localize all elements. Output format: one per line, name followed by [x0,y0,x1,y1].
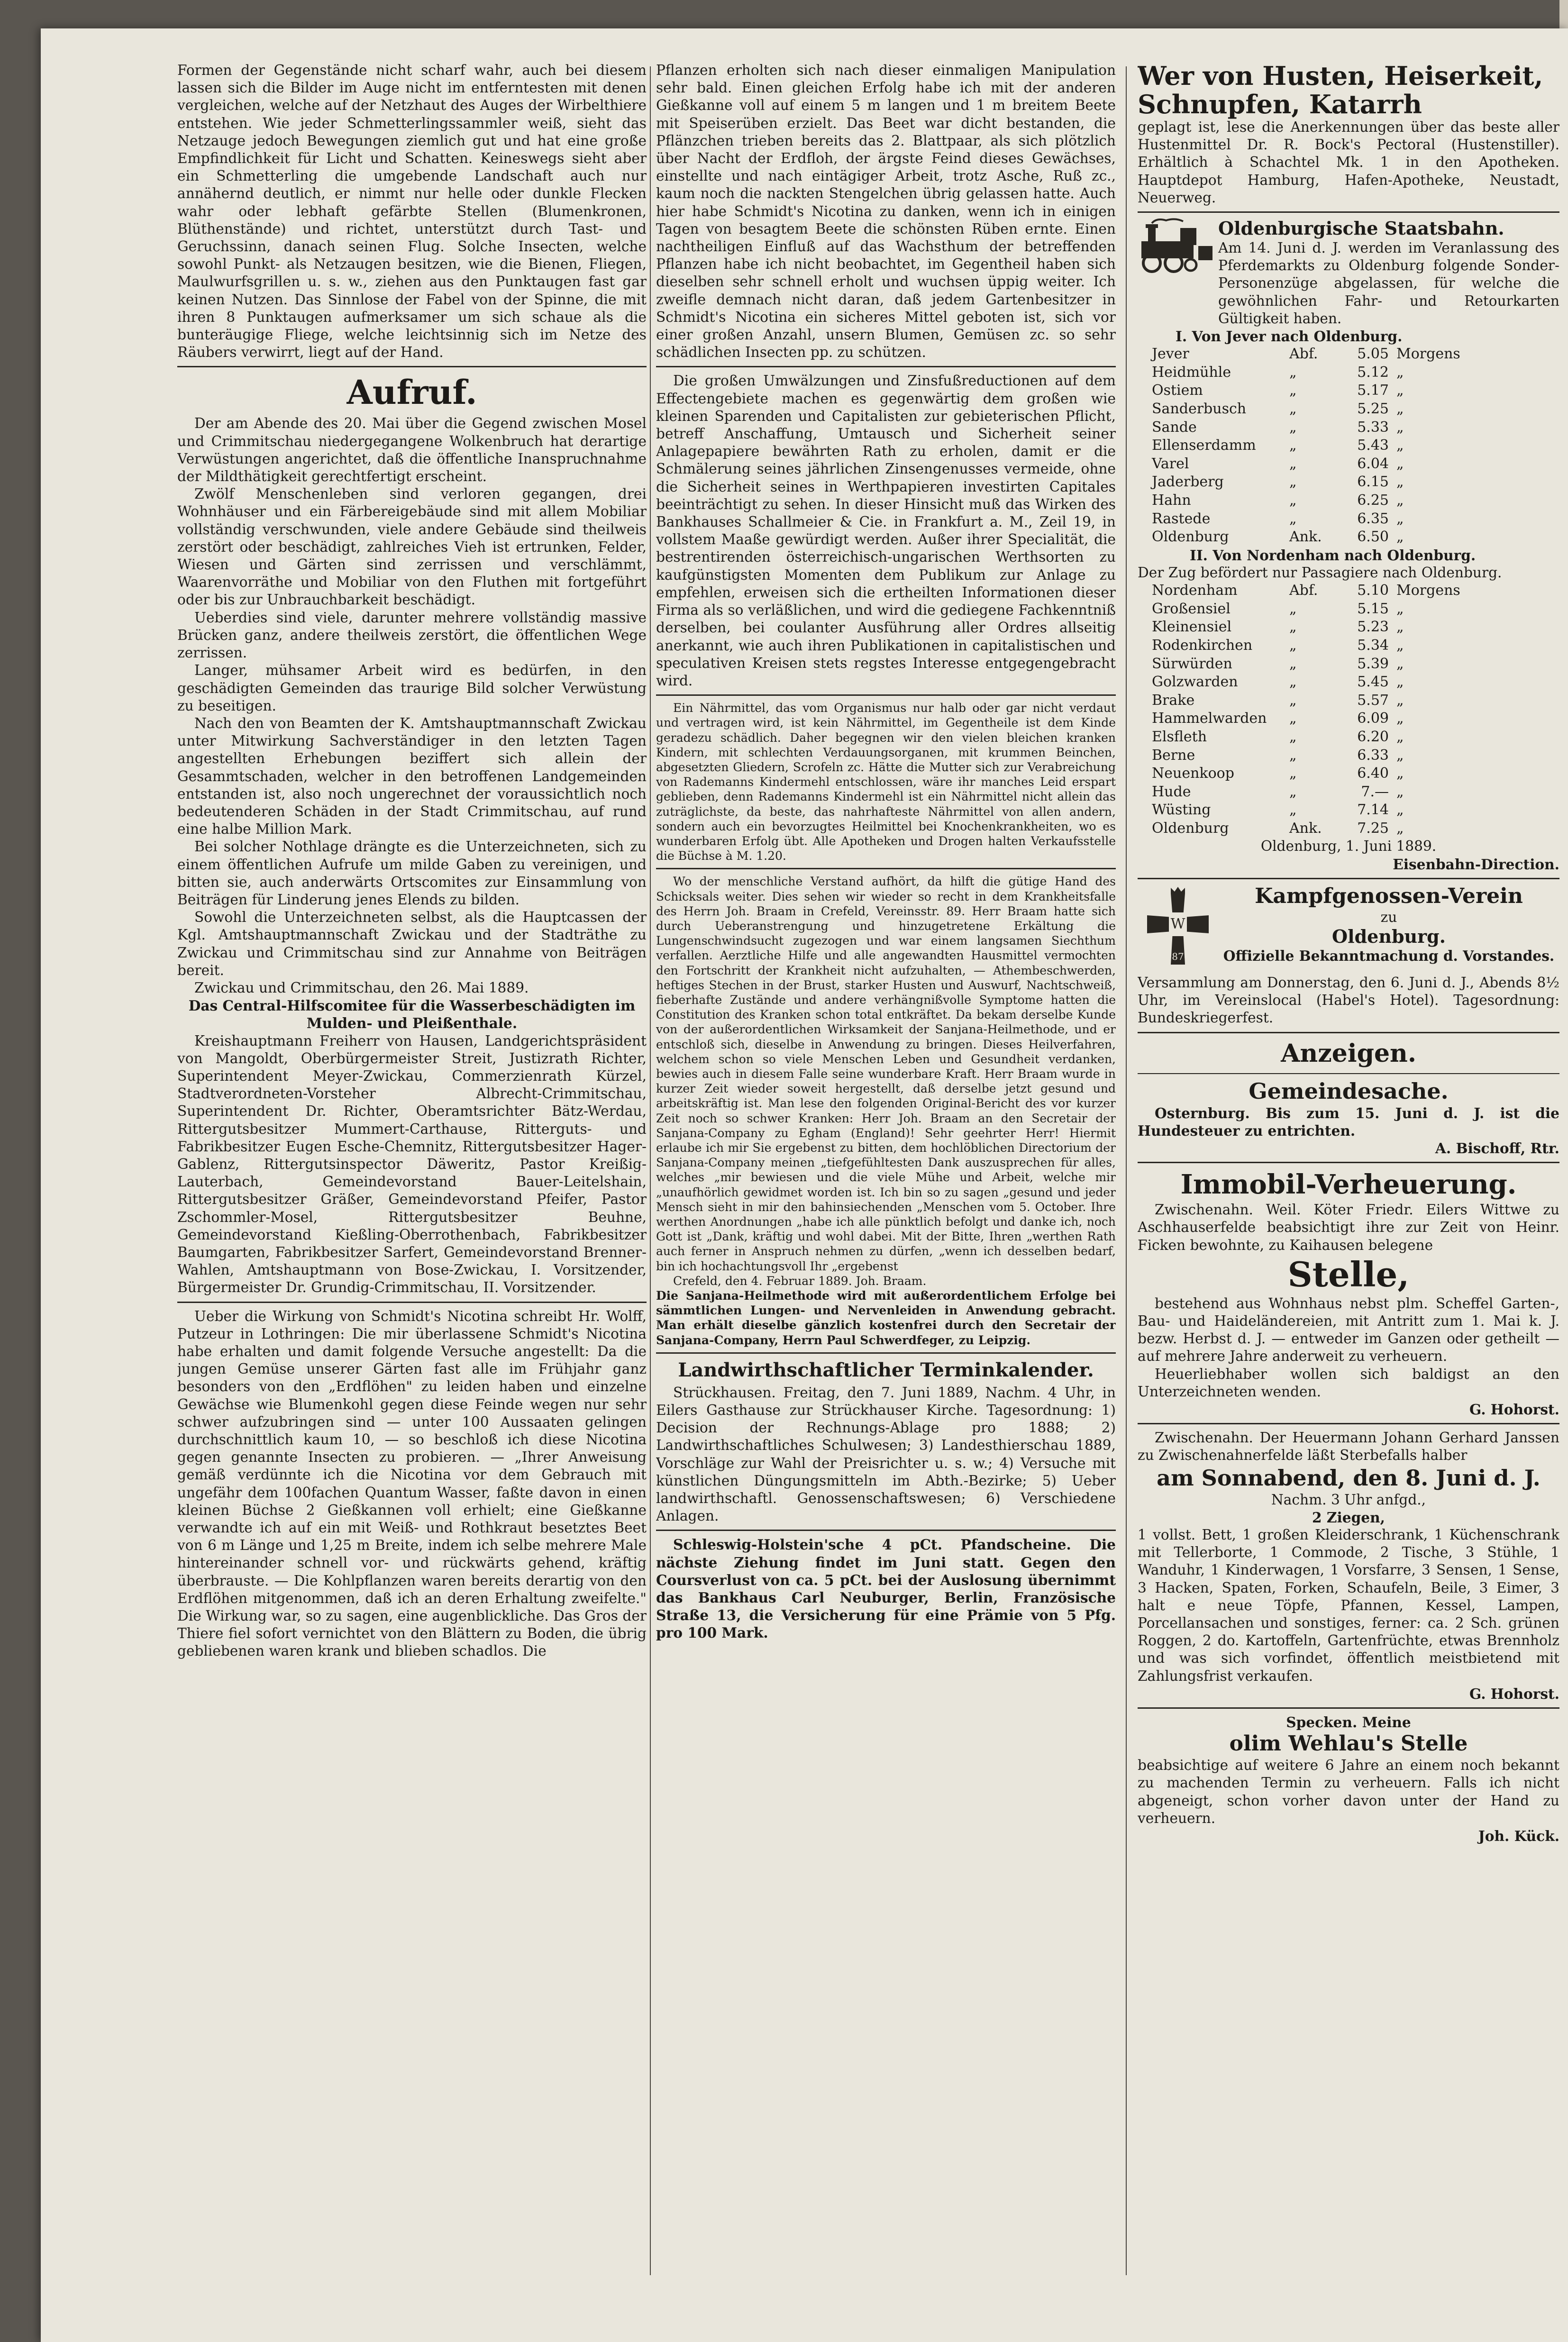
timetable-note: „ [1396,765,1404,782]
iron-cross-icon [1138,884,1218,974]
timetable-station: Elsfleth [1152,728,1207,745]
timetable-kind: Ank. [1289,529,1322,546]
specken-text: Specken. Meine [1286,1713,1411,1731]
timetable-time: 5.39 [1357,655,1389,672]
timetable-row [1138,437,1559,455]
pfandscheine-ad: Schleswig-Holstein'sche 4 pCt. Pfandscheine. Die nächste Ziehung findet im Juni statt. Gegen den Coursverlust von ca. 5 pCt. bei der Auslosung übernimmt das Bankhaus Carl Neuburger, Berlin, Französische Straße 13, die Versicherung für eine Prämie von 5 Pfg. pro 100 Mark. [656,1536,1116,1641]
gemeindesache-signature: A. Bischoff, Rtr. [1435,1139,1559,1157]
timetable-row [1138,364,1559,382]
kampfgenossen-title: Kampfgenossen-Verein [1255,884,1523,908]
timetable-note: „ [1396,419,1404,436]
timetable-note: „ [1396,802,1404,819]
timetable-note: Morgens [1396,346,1460,363]
timetable-row [1138,345,1559,364]
divider [1138,878,1559,879]
timetable-kind: „ [1289,455,1297,472]
timetable-row [1138,618,1559,637]
timetable-time: 6.04 [1357,455,1389,472]
aufruf-heading: Aufruf. [346,373,477,412]
timetable-row [1138,710,1559,728]
timetable-kind: „ [1289,747,1297,764]
timetable-station: Rastede [1152,510,1211,527]
timetable-station: Hude [1152,783,1191,800]
timetable-station: Jaderberg [1152,474,1224,491]
timetable-time: 5.10 [1357,582,1389,599]
timetable-note: „ [1396,510,1404,527]
timetable-note: „ [1396,492,1404,509]
timetable-station: Großensiel [1152,600,1231,617]
timetable-time: 6.35 [1357,510,1389,527]
timetable-kind: „ [1289,765,1297,782]
timetable-station: Berne [1152,747,1195,764]
bank-article: Die großen Umwälzungen und Zinsfußreductionen auf dem Effectengebiete machen es gegenwärtig dem großen wie kleinen Sparenden und Capitalisten zur gebieterischen Pflicht, betreff Anschaffung, Umtausch und Sicherheit seiner Anlagepapiere bewährten Rath zu erholen, damit er die Schmälerung seines jährlichen Zinsengenusses vermeide, ohne die Sicherheit seines in Werthpapieren investirten Capitales beeinträchtigt zu sehen. In dieser Hinsicht muß das Wirken des Bankhauses Schallmeier & Cie. in Frankfurt a. M., Zeil 19, in vollstem Maaße gewürdigt werden. Außer ihrer Specialität, die bestrentirenden österreichisch-ungarischen Werthsorten zu kaufgünstigsten Momenten dem Publikum zur Anlage zu empfehlen, erweisen sich die ertheilten Informationen dieser Firma als so verläßlichen, und wird die gediegene Fachkenntniß derselben, bei coulanter Ausführung aller Ordres allseitig anerkannt, wie auch ihren Publikationen in capitalistischen und speculativen Kreisen stets regstes Interesse entgegengebracht wird. [656,373,1116,689]
specken-signature: Joh. Kück. [1478,1828,1559,1844]
staatsbahn-date: Oldenburg, 1. Juni 1889. [1260,838,1437,855]
kampfgenossen-ad [1138,884,1559,974]
timetable-row [1138,582,1559,600]
timetable-note: „ [1396,437,1404,454]
timetable-note: „ [1396,637,1404,654]
locomotive-icon [1138,218,1213,274]
timetable-row [1138,655,1559,674]
timetable-station: Brake [1152,692,1195,709]
column-3 [1138,62,1559,1845]
kampfgenossen-zu: zu [1380,909,1397,925]
timetable-note: „ [1396,382,1404,399]
timetable-time: 6.25 [1357,492,1389,509]
timetable-kind: „ [1289,437,1297,454]
immobil-signature: G. Hohorst. [1469,1401,1559,1418]
route-1-table [1138,345,1559,547]
divider [1138,1707,1559,1709]
staatsbahn-signature: Eisenbahn-Direction. [1393,856,1559,873]
aufruf-paragraph: Langer, mühsamer Arbeit wird es bedürfen, in den geschädigten Gemeinden das traurige Bild solcher Verwüstung zu beseitigen. [177,662,647,714]
timetable-station: Heidmühle [1152,364,1231,381]
timetable-time: 5.33 [1357,419,1389,436]
timetable-kind: „ [1289,419,1297,436]
timetable-kind: „ [1289,655,1297,672]
timetable-row [1138,473,1559,492]
sanjana-signature: Crefeld, den 4. Februar 1889. Joh. Braam. [673,1274,927,1288]
nicotina-report-continued: Pflanzen erholten sich nach dieser einmaligen Manipulation sehr bald. Einen gleichen Erfolg habe ich mit der anderen Gießkanne voll auf einem 5 m langen und 1 m breitem Beete mit Speiserüben erzielt. Das Beet war dicht bestanden, die Pflänzchen trieben bereits das 2. Blattpaar, als sich plötzlich über Nacht der Erdfloh, der ärgste Feind dieses Gewächses, einstellte und nach eintägiger Arbeit, trotz Asche, Ruß zc., kaum noch die nackten Stengelchen übrig gelassen hatte. Auch hier habe Schmidt's Nicotina zu danken, wenn ich in einigen Tagen von besagtem Beete die schönsten Rüben ernte. Einen nachtheiligen Einfluß auf das Wachsthum der betreffenden Pflanzen habe ich nicht beobachtet, im Gegentheil haben sich dieselben sehr schnell erholt und wuchsen üppig weiter. Ich zweifle demnach nicht daran, daß jedem Gartenbesitzer in Schmidt's Nicotina ein sicheres Mittel geboten ist, sich vor einer großen Anzahl, unsern Blumen, Gemüsen zc. so sehr schädlichen Insecten pp. zu schützen. [656,62,1116,361]
timetable-station: Ellenserdamm [1152,437,1256,454]
specken-title: olim Wehlau's Stelle [1229,1731,1468,1756]
anzeigen-heading: Anzeigen. [1281,1039,1416,1068]
timetable-note: „ [1396,820,1404,837]
timetable-station: Sande [1152,419,1197,436]
divider [1138,211,1559,213]
kampfgenossen-text: Versammlung am Donnerstag, den 6. Juni d. J., Abends 8½ Uhr, im Vereinslocal (Habel's Hotel). Tagesordnung: Bundeskriegerfest. [1138,974,1559,1026]
specken-details: beabsichtige auf weitere 6 Jahre an einem noch bekannt zu machenden Termin zu verheuern. Falls ich nicht abgeneigt, schon vorher davon unter der Hand zu verheuern. [1138,1757,1559,1826]
timetable-time: 6.50 [1357,529,1389,546]
timetable-time: 5.25 [1357,401,1389,418]
timetable-note: „ [1396,600,1404,617]
column-1 [177,62,647,1660]
timetable-time: 7.25 [1357,820,1389,837]
timetable-station: Nordenham [1152,582,1238,599]
staatsbahn-intro: Am 14. Juni d. J. werden im Veranlassung des Pferdemarkts zu Oldenburg folgende Sonder-Personenzüge abgelassen, für welche die gewöhnlichen Fahr- und Retourkarten Gültigkeit haben. [1218,240,1559,327]
timetable-kind: „ [1289,619,1297,636]
timetable-row [1138,419,1559,437]
timetable-note: „ [1396,364,1404,381]
timetable-time: 7.— [1361,783,1389,800]
husten-text: geplagt ist, lese die Anerkennungen über das beste aller Hustenmittel Dr. R. Bock's Pectoral (Hustenstiller). Erhältlich à Schachtel Mk. 1 in den Apotheken. Hauptdepot Hamburg, Hafen-Apotheke, Neustadt, Neuerweg. [1138,119,1559,206]
auktion-time: Nachm. 3 Uhr anfgd., [1271,1491,1426,1508]
divider [656,1352,1116,1354]
committee-signers: Kreishauptmann Freiherr von Hausen, Landgerichtspräsident von Mangoldt, Oberbürgermeister Streit, Justizrath Richter, Superintendent Meyer-Zwickau, Commerzienrath Kürzel, Stadtverordneten-Vorsteher Albrecht-Crimmitschau, Superintendent Dr. Richter, Oberamtsrichter Bätz-Werdau, Rittergutsbesitzer Mummert-Carthause, Ritterguts- und Fabrikbesitzer Eugen Esche-Chemnitz, Rittergutsbesitzer Hager-Gablenz, Rittergutsinspector Däweritz, Pastor Kreißig-Lauterbach, Gemeindevorstand Bauer-Leitelshain, Rittergutsbesitzer Gräßer, Gemeindevorstand Pfeifer, Pastor Zschommler-Mosel, Rittergutsbesitzer Beuhne, Gemeindevorstand Kießling-Oberrothenbach, Fabrikbesitzer Baumgarten, Fabrikbesitzer Sarfert, Gemeindevorstand Brenner-Wahlen, Amtshauptmann von Bose-Zwickau, I. Vorsitzender, Bürgermeister Dr. Grundig-Crimmitschau, II. Vorsitzender. [177,1032,647,1296]
aufruf-paragraph: Sowohl die Unterzeichneten selbst, als die Hauptcassen der Kgl. Amtshauptmannschaft Zwickau und der Stadträthe zu Zwickau und Crimmitschau sind zur Annahme von Beiträgen bereit. [177,909,647,978]
column-rule-2 [1126,66,1127,2275]
timetable-station: Wüsting [1152,802,1211,819]
timetable-row [1138,765,1559,783]
timetable-row [1138,820,1559,838]
gemeindesache-text: Osternburg. Bis zum 15. Juni d. J. ist die Hundesteuer zu entrichten. [1138,1104,1559,1139]
timetable-station: Kleinensiel [1152,619,1232,636]
timetable-kind: „ [1289,728,1297,745]
terminkalender-heading: Landwirthschaftlicher Terminkalender. [678,1358,1094,1381]
timetable-kind: „ [1289,492,1297,509]
terminkalender-text: Strückhausen. Freitag, den 7. Juni 1889, Nachm. 4 Uhr, in Eilers Gasthause zur Strückhauser Kirche. Tagesordnung: 1) Decision der Rechnungs-Ablage pro 1888; 2) Landwirthschaftliches Schulwesen; 3) Landesthierschau 1889, Vorschläge zur Wahl der Preisrichter u. s. w.; 4) Versuche mit künstlichen Düngungsmitteln im Abth.-Bezirke; 5) Ueber landwirthschaftl. Genossenschaftswesen; 6) Verschiedene Anlagen. [656,1384,1116,1524]
auktion-text: Zwischenahn. Der Heuermann Johann Gerhard Janssen zu Zwischenahnerfelde läßt Sterbefalls halber [1138,1430,1559,1464]
auktion-list: 1 vollst. Bett, 1 großen Kleiderschrank, 1 Küchenschrank mit Tellerborte, 1 Commode, 2 Tische, 3 Stühle, 1 Wanduhr, 1 Kinderwagen, 1 Vorsfarre, 3 Sensen, 1 Sense, 3 Hacken, Spaten, Forken, Schaufeln, Beile, 3 Eimer, 3 halt e neue Töpfe, Pfannen, Kessel, Lampen, Porcellansachen und sonstiges, ferner: ca. 2 Sch. grünen Roggen, 2 do. Kartoffeln, Gartenfrüchte, etwas Brennholz und was sich vorfindet, öffentlich meistbietend mit Zahlungsfrist verkaufen. [1138,1526,1559,1684]
timetable-time: 5.12 [1357,364,1389,381]
husten-headline: Wer von Husten, Heiserkeit, Schnupfen, Katarrh [1138,62,1543,119]
divider [1138,1162,1559,1163]
kindermehl-ad: Ein Nährmittel, das vom Organismus nur halb oder gar nicht verdaut und vertragen wird, ist kein Nährmittel, im Gegentheile ist dem Kinde geradezu schädlich. Daher begegnen wir den vielen bleichen kranken Kindern, mit schlechten Verdauungsorganen, mit krummen Beinchen, abgesetzten Gliedern, Scrofeln zc. Hätte die Mutter sich zur Verabreichung von Rademanns Kindermehl entschlossen, wäre ihr manches Leid erspart geblieben, denn Rademanns Kindermehl ist ein Nährmittel nicht allein das zuträglichste, da beste, das nahrhafteste Nährmittel von allen andern, sondern auch ein bevorzugtes Heilmittel bei Knochenkrankheiten, wo es wunderbaren Erfolg übt. Alle Apotheken und Drogen halten Verkaufsstelle die Büchse à M. 1.20. [656,701,1116,863]
auktion-signature: G. Hohorst. [1469,1685,1559,1702]
divider [656,694,1116,696]
timetable-row [1138,528,1559,547]
timetable-station: Varel [1152,455,1189,472]
timetable-kind: „ [1289,710,1297,727]
timetable-station: Sürwürden [1152,655,1232,672]
timetable-station: Jever [1152,346,1189,363]
timetable-row [1138,728,1559,747]
timetable-kind: „ [1289,510,1297,527]
sanjana-note: Die Sanjana-Heilmethode wird mit außerordentlichem Erfolge bei sämmtlichen Lungen- und Nervenleiden in Anwendung gebracht. Man erhält dieselbe gänzlich kostenfrei durch den Secretair der Sanjana-Company, Herrn Paul Schwerdfeger, zu Leipzig. [656,1289,1116,1347]
timetable-row [1138,600,1559,619]
timetable-time: 6.40 [1357,765,1389,782]
staatsbahn-title: Oldenburgische Staatsbahn. [1218,218,1504,239]
timetable-row [1138,510,1559,529]
timetable-row [1138,382,1559,400]
immobil-details: bestehend aus Wohnhaus nebst plm. Scheffel Garten-, Bau- und Haideländereien, mit Antritt zum 1. Mai k. J. bezw. Herbst d. J. — entweder im Ganzen oder getheilt — auf mehrere Jahre anderweit zu verheuern. [1138,1295,1559,1365]
immobil-contact: Heuerliebhaber wollen sich baldigst an den Unterzeichneten wenden. [1138,1366,1559,1400]
timetable-kind: Abf. [1289,582,1318,599]
timetable-station: Oldenburg [1152,529,1229,546]
timetable-kind: „ [1289,674,1297,691]
timetable-row [1138,637,1559,655]
timetable-kind: „ [1289,474,1297,491]
timetable-time: 5.57 [1357,692,1389,709]
timetable-kind: „ [1289,783,1297,800]
divider [177,1302,647,1303]
route-2-table [1138,582,1559,838]
route-2-note: Der Zug befördert nur Passagiere nach Oldenburg. [1138,564,1502,581]
timetable-time: 5.43 [1357,437,1389,454]
route-2-title: II. Von Nordenham nach Oldenburg. [1190,547,1476,564]
column-2 [656,62,1116,1642]
aufruf-paragraph: Der am Abende des 20. Mai über die Gegend zwischen Mosel und Crimmitschau niedergegangene Wolkenbruch hat derartige Verwüstungen angerichtet, daß die öffentliche Inanspruchnahme der Mildthätigkeit gerechtfertigt erscheint. [177,415,647,485]
timetable-time: 5.17 [1357,382,1389,399]
timetable-row [1138,492,1559,510]
timetable-time: 5.34 [1357,637,1389,654]
immobil-title: Immobil-Verheuerung. [1180,1169,1517,1201]
timetable-station: Hammelwarden [1152,710,1267,727]
timetable-kind: „ [1289,382,1297,399]
timetable-kind: Ank. [1289,820,1322,837]
immobil-stelle: Stelle, [1287,1254,1410,1294]
timetable-note: „ [1396,728,1404,745]
aufruf-paragraph: Ueberdies sind viele, darunter mehrere vollständig massive Brücken ganz, andere theilweis zerstört, die öffentlichen Wege zerrissen. [177,609,647,661]
article-insect-eyes: Formen der Gegenstände nicht scharf wahr, auch bei diesem lassen sich die Bilder im Auge nicht im entferntesten mit denen vergleichen, welche auf der Netzhaut des Auges der Wirbelthiere entstehen. Wie jeder Schmetterlingssammler weiß, sieht das Netzauge jedoch Bewegungen ziemlich gut und hat eine große Empfindlichkeit für Licht und Schatten. Keineswegs sieht aber ein Schmetterling die umgebende Landschaft auch nur annähernd deutlich, er nimmt nur helle oder dunkle Flecken wahr oder lebhaft gefärbte Stellen (Blumenkronen, Blüthenstände) und richtet, unterstützt durch Tast- und Geruchssinn, danach seinen Flug. Solche Insecten, welche sowohl Punkt- als Netzaugen besitzen, wie die Bienen, Fliegen, Maulwurfsgrillen u. s. w., ziehen aus den Punktaugen fast gar keinen Nutzen. Das Sinnlose der Fabel von der Spinne, die mit ihren 8 Punktaugen aufmerksamer um sich schaue als die bunteräugige Fliege, welche leichtsinnig sich im Netze des Räubers verwirrt, liegt auf der Hand. [177,62,647,361]
divider [656,366,1116,367]
timetable-note: „ [1396,747,1404,764]
column-rule-1 [650,66,651,2275]
timetable-row [1138,455,1559,474]
timetable-note: „ [1396,783,1404,800]
timetable-note: Morgens [1396,582,1460,599]
divider [656,868,1116,869]
timetable-time: 6.20 [1357,728,1389,745]
timetable-row [1138,692,1559,710]
dateline: Zwickau und Crimmitschau, den 26. Mai 1889. [194,979,529,996]
aufruf-paragraph: Zwölf Menschenleben sind verloren gegangen, drei Wohnhäuser und ein Färbereigebäude sind mit allem Mobiliar vollständig verschwunden, viele andere Gebäude sind theilweis zerstört oder beschädigt, zahlreiches Vieh ist ertrunken, Felder, Wiesen und Gärten sind zerrissen und verschlämmt, Waarenvorräthe und Mobiliar von den Fluthen mit fortgeführt oder bis zur Unbrauchbarkeit beschädigt. [177,486,647,608]
timetable-note: „ [1396,692,1404,709]
timetable-row [1138,801,1559,820]
timetable-note: „ [1396,619,1404,636]
timetable-row [1138,783,1559,802]
timetable-time: 6.15 [1357,474,1389,491]
timetable-kind: „ [1289,692,1297,709]
auktion-ziegen: 2 Ziegen, [1312,1509,1385,1526]
divider [177,366,647,367]
aufruf-paragraph: Bei solcher Nothlage drängte es die Unterzeichneten, sich zu einem öffentlichen Aufrufe um milde Gaben zu vereinigen, und bitten sie, auch anderwärts Ortscomites zur Einsammlung von Beiträgen für Linderung jenes Elends zu bilden. [177,838,647,908]
sanjana-ad: Wo der menschliche Verstand aufhört, da hilft die gütige Hand des Schicksals weiter. Dies sehen wir wieder so recht in dem Krankheitsfalle des Herrn Joh. Braam in Crefeld, Vereinsstr. 89. Herr Braam hatte sich durch Ueberanstrengung und hinzugetretene Erkältung die Lungenschwindsucht zugezogen und war einem langsamen Siechthum verfallen. Aerztliche Hilfe und alle angewandten Hausmittel vermochten den Fortschritt der Krankheit nicht aufzuhalten, — Athembeschwerden, heftiges Stechen in der Brust, starker Husten und Auswurf, Nachtschweiß, fieberhafte Zustände und andere verhängnißvolle Symptome hatten die Constitution des Kranken schon total entkräftet. Da bekam derselbe Kunde von der außerordentlichen Wirksamkeit der Sanjana-Heilmethode, und er entschloß sich, dieselbe in Anwendung zu bringen. Dieses Heilverfahren, welchem schon so viele Menschen Leben und Gesundheit verdanken, bewies auch in diesem Falle seine wunderbare Kraft. Herr Braam wurde in kurzer Zeit wieder soweit hergestellt, daß derselbe jetzt gesund und arbeitskräftig ist. Man lese den folgenden Original-Bericht des vor kurzer Zeit noch so schwer Kranken: Herr Joh. Braam an den Secretair der Sanjana-Company zu Egham (England)! Sehr geehrter Herr! Hiermit erlaube ich mir Sie ergebenst zu bitten, dem hochlöblichen Directorium der Sanjana-Company meinen „tiefgefühltesten Dank auszusprechen für alles, welches „mir bewiesen und die viele Mühe und Arbeit, welche mir „unaufhörlich gewidmet worden ist. Ich bin so zu sagen „gesund und jeder Mensch sieht in mir den bahinsiechenden „Menschen vom 5. October. Ihre werthen Anordnungen „habe ich alle pünktlich befolgt und danke ich, noch Gott ist „Dank, kräftig und wohl dabei. Mit der Bitte, Ihren „werthen Rath auch ferner in Anspruch nehmen zu dürfen, „wenn ich desselben bedarf, bin ich hochachtungsvoll Ihr „ergebenst [656,875,1116,1273]
nicotina-report: Ueber die Wirkung von Schmidt's Nicotina schreibt Hr. Wolff, Putzeur in Lothringen: Die mir überlassene Schmidt's Nicotina habe erhalten und damit folgende Versuche angestellt: Da die jungen Gemüse unserer Gärten fast alle im Frühjahr ganz besonders von den „Erdflöhen" zu leiden haben und einzelne Gewächse wie Blumenkohl gegen diese Feinde wegen nur sehr schwer aufzubringen sind — unter 100 Aussaaten gelingen durchschnittlich kaum 10, — so beschloß ich diese Nicotina gegen genannte Insecten zu probieren. — „Ihrer Anweisung gemäß verdünnte ich die Nicotina vor dem Gebrauch mit ungefähr dem 100fachen Quantum Wasser, faßte davon in einen kleinen Büchse 2 Gießkannen voll erhielt; eine Gießkanne verwandte ich auf ein mit Weiß- und Rothkraut besetztes Beet von 6 m Länge und 1,25 m Breite, indem ich selbe mehrere Male hintereinander schnell vor- und rückwärts gehend, kräftig überbrauste. — Die Kohlpflanzen waren bereits derartig von den Erdflöhen mitgenommen, daß ich an deren Erhaltung zweifelte." Die Wirkung war, so zu sagen, eine augenblickliche. Das Gros der Thiere fiel sofort vernichtet von den Blättern zu Boden, die übrig gebliebenen waren krank und blieben schadlos. Die [177,1308,647,1659]
timetable-note: „ [1396,455,1404,472]
staatsbahn-ad [1138,218,1559,873]
timetable-time: 7.14 [1357,802,1389,819]
kampfgenossen-city: Oldenburg. [1332,926,1446,948]
timetable-station: Sanderbusch [1152,401,1247,418]
timetable-station: Rodenkirchen [1152,637,1253,654]
timetable-note: „ [1396,401,1404,418]
timetable-note: „ [1396,674,1404,691]
timetable-time: 5.05 [1357,346,1389,363]
route-1-title: I. Von Jever nach Oldenburg. [1176,328,1403,345]
immobil-text: Zwischenahn. Weil. Köter Friedr. Eilers Wittwe zu Aschhauserfelde beabsichtigt ihre zur Zeit von Heinr. Ficken bewohnte, zu Kaihausen belegene [1138,1202,1559,1253]
timetable-kind: „ [1289,364,1297,381]
timetable-time: 5.45 [1357,674,1389,691]
divider [1138,1073,1559,1074]
committee-name: Das Central-Hilfscomitee für die Wasserbeschädigten im Mulden- und Pleißenthale. [188,997,636,1032]
timetable-kind: „ [1289,802,1297,819]
timetable-row [1138,747,1559,765]
timetable-kind: „ [1289,637,1297,654]
timetable-station: Oldenburg [1152,820,1229,837]
timetable-note: „ [1396,655,1404,672]
timetable-time: 6.33 [1357,747,1389,764]
divider [1138,1423,1559,1424]
timetable-kind: „ [1289,600,1297,617]
timetable-note: „ [1396,710,1404,727]
timetable-station: Neuenkoop [1152,765,1234,782]
svg-text:W: W [1170,915,1185,932]
timetable-station: Golzwarden [1152,674,1238,691]
timetable-row [1138,673,1559,692]
timetable-row [1138,400,1559,419]
gemeindesache-title: Gemeindesache. [1249,1078,1449,1104]
timetable-station: Ostiem [1152,382,1203,399]
timetable-note: „ [1396,474,1404,491]
timetable-time: 6.09 [1357,710,1389,727]
aufruf-paragraph: Nach den von Beamten der K. Amtshauptmannschaft Zwickau unter Mitwirkung Sachverständiger in den letzten Tagen angestellten Erhebungen beziffert sich allein der Gesammtschaden, welcher in den betroffenen Landgemeinden entstanden ist, also noch ungerechnet der voraussichtlich noch bedeutenderen Schäden in der Stadt Crimmitschau, auf rund eine halbe Million Mark. [177,715,647,838]
auktion-date: am Sonnabend, den 8. Juni d. J. [1157,1465,1541,1491]
timetable-note: „ [1396,529,1404,546]
timetable-kind: „ [1289,401,1297,418]
timetable-time: 5.23 [1357,619,1389,636]
timetable-time: 5.15 [1357,600,1389,617]
timetable-station: Hahn [1152,492,1191,509]
kampfgenossen-subtitle: Offizielle Bekanntmachung d. Vorstandes. [1223,948,1555,965]
divider [1138,1032,1559,1033]
divider [656,1530,1116,1531]
timetable-kind: Abf. [1289,346,1318,363]
svg-text:1870: 1870 [1166,950,1190,962]
